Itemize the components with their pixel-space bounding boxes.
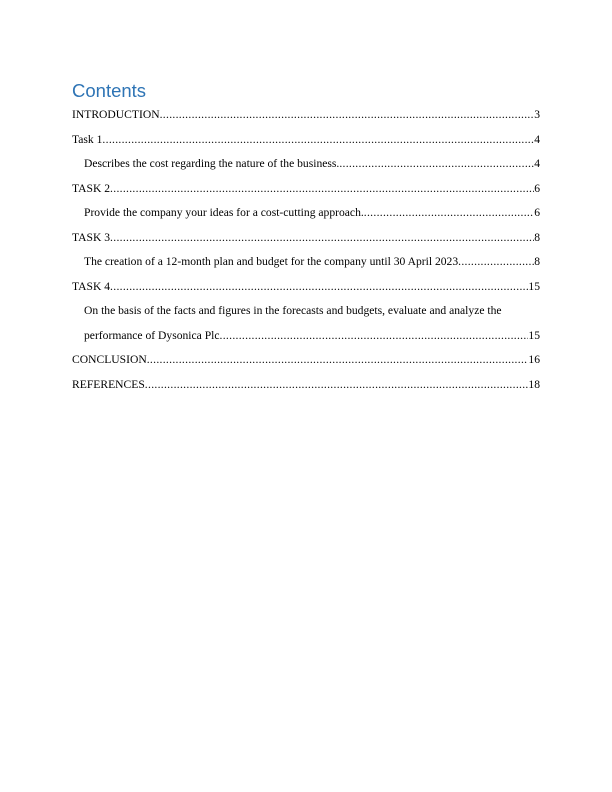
toc-entry-references[interactable] (72, 373, 540, 398)
dot-leader (160, 103, 535, 128)
toc-entry-task-4[interactable] (72, 275, 540, 300)
toc-page-number: 8 (534, 230, 540, 244)
toc-page-number: 8 (534, 255, 540, 268)
dot-leader (110, 275, 528, 300)
dot-leader (145, 373, 529, 398)
dot-leader (339, 152, 534, 177)
toc-page-number: 3 (534, 108, 540, 121)
toc-entry-label: Provide the company your ideas for a cost-cutting approach. (84, 206, 364, 219)
toc-entry-introduction[interactable] (72, 103, 540, 128)
toc-entry-task-1[interactable] (72, 128, 540, 153)
toc-page-number: 6 (534, 181, 540, 195)
toc-entry-task-3[interactable] (72, 226, 540, 251)
toc-entry-label: The creation of a 12-month plan and budget for the company until 30 April 2023 (84, 255, 459, 268)
dot-leader (110, 226, 534, 251)
toc-entry-label: Task 1 (72, 132, 103, 146)
toc-entry-label: TASK 3 (72, 230, 111, 244)
toc-page-number: 4 (534, 132, 540, 146)
toc-page-number: 16 (528, 353, 540, 366)
toc-entry-task-2[interactable] (72, 177, 540, 202)
toc-entry-task-1-costs[interactable] (72, 152, 540, 177)
dot-leader (220, 324, 529, 349)
toc-page-number: 15 (528, 328, 540, 342)
toc-page-number: 18 (528, 377, 540, 391)
toc-entry-label-line-1: On the basis of the facts and figures in the forecasts and budgets, evaluate and analyze the (84, 304, 502, 317)
toc-entry-label: REFERENCES (72, 377, 145, 391)
toc-entry-conclusion[interactable] (72, 348, 540, 373)
toc-entry-label: INTRODUCTION (72, 108, 160, 121)
dot-leader (364, 201, 534, 226)
toc-entry-task-4-evaluation[interactable] (72, 299, 540, 348)
dot-leader (102, 128, 534, 153)
toc-entry-task-3-budget[interactable] (72, 250, 540, 275)
toc-entry-label: TASK 2 (72, 181, 111, 195)
toc-entry-label: Describes the cost regarding the nature of the business. (84, 157, 340, 170)
document-page (72, 80, 540, 397)
toc-heading: Contents (72, 80, 147, 101)
dot-leader (110, 177, 534, 202)
dot-leader (147, 348, 529, 373)
table-of-contents (72, 103, 540, 397)
dot-leader (458, 250, 534, 275)
toc-page-number: 4 (534, 157, 540, 170)
toc-entry-label-line-2: performance of Dysonica Plc (84, 328, 220, 342)
toc-page-number: 6 (534, 206, 540, 219)
toc-entry-label: TASK 4 (72, 279, 111, 293)
toc-entry-task-2-cost-cutting[interactable] (72, 201, 540, 226)
toc-page-number: 15 (528, 279, 540, 293)
toc-entry-label: CONCLUSION (72, 353, 147, 366)
